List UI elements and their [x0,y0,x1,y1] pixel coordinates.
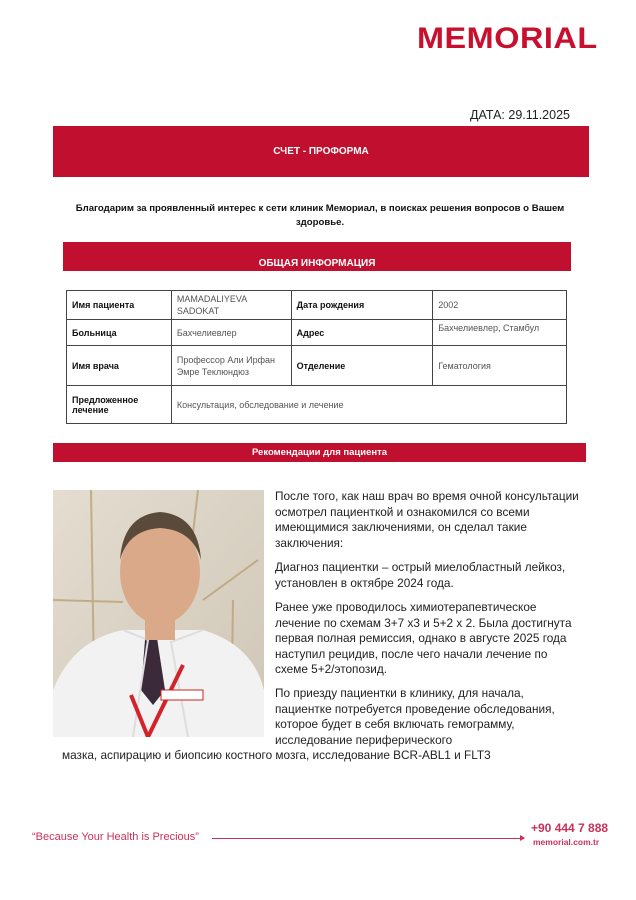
recommendation-paragraph-continued: мазка, аспирацию и биопсию костного мозга, исследование BCR-ABL1 и FLT3 [62,748,491,762]
patient-name-label: Имя пациента [67,291,172,320]
address-label: Адрес [291,320,433,346]
patient-info-table [66,290,567,424]
title-bar: СЧЕТ - ПРОФОРМА [53,126,589,177]
general-info-heading [63,242,571,271]
recommendation-paragraph: Ранее уже проводилось химиотерапевтическое лечение по схемам 3+7 x3 и 5+2 x 2. Была достигнута первая полная ремиссия, однако в августе 2025 года наступил рецидив, после чего начали лечение по схеме 5+2/этопозид. [275,600,572,676]
doctor-photo [53,490,264,737]
birth-date-label: Дата рождения [291,291,433,320]
footer-phone[interactable]: +90 444 7 888 [531,821,609,835]
birth-date-value: 2002 [433,291,567,320]
doctor-name-value: Профессор Али Ирфан Эмре Теклюндюз [171,346,291,386]
memorial-logo: MEMORIAL [417,22,598,55]
recommendation-paragraph: По приезду пациентки в клинику, для начала, пациентке потребуется проведение обследования, которое будет в себя включать гемограмму, исследование периферического [275,686,555,747]
recommendation-paragraph: После того, как наш врач во время очной консультации осмотрел пациенткой и ознакомился со всеми имеющимися заключениями, он сделал такие заключения: [275,489,579,550]
patient-name-value: MAMADALIYEVA SADOKAT [171,291,291,320]
footer-website-link[interactable]: memorial.com.tr [533,837,600,847]
recommendations-heading: Рекомендации для пациента [53,443,586,462]
table-row [67,346,567,386]
footer-divider [212,838,524,839]
proposed-treatment-value: Консультация, обследование и лечение [171,386,566,424]
table-row [67,291,567,320]
table-row [67,386,567,424]
arrow-right-icon [520,835,525,841]
doctor-name-label: Имя врача [67,346,172,386]
thanks-text: Благодарим за проявленный интерес к сети клиник Мемориал, в поисках решения вопросов о Вашем здоровье. [75,203,565,228]
doctor-portrait-icon [53,490,264,737]
general-info-heading-label: ОБЩАЯ ИНФОРМАЦИЯ [258,258,376,269]
hospital-label: Больница [67,320,172,346]
table-row [67,320,567,346]
footer-slogan: “Because Your Health is Precious” [32,831,199,843]
department-value: Гематология [433,346,567,386]
proposed-treatment-label: Предложенное лечение [67,386,172,424]
address-value: Бахчелиевлер, Стамбул [433,320,567,346]
recommendation-paragraph: Диагноз пациентки – острый миелобластный лейкоз, установлен в октябре 2024 года. [275,560,566,590]
department-label: Отделение [291,346,433,386]
invoice-date: ДАТА: 29.11.2025 [470,108,570,122]
hospital-value: Бахчелиевлер [171,320,291,346]
